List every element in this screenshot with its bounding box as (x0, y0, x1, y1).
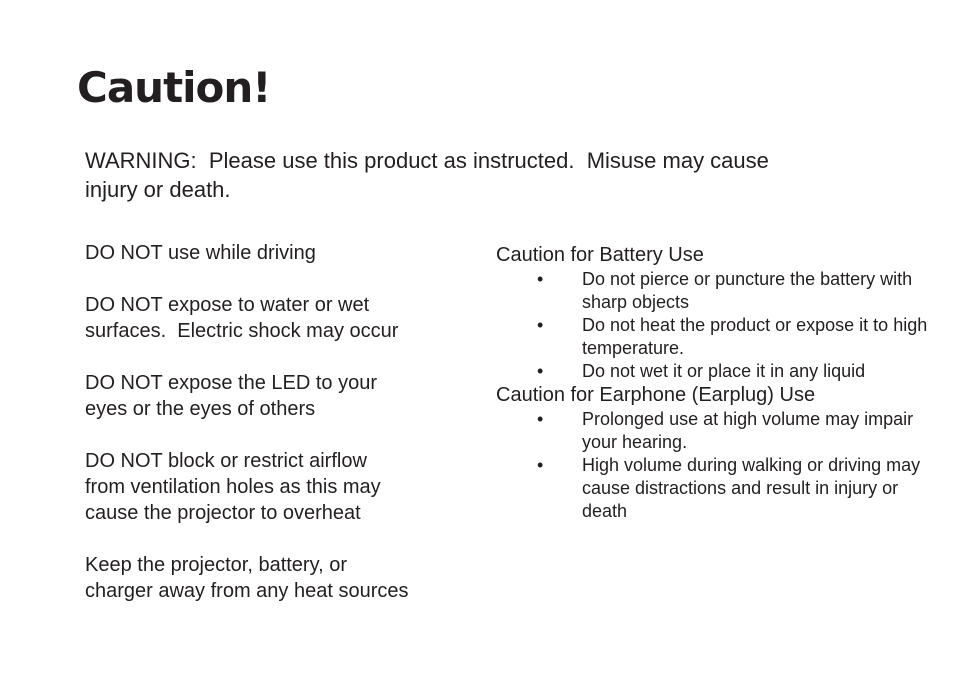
list-item: DO NOT expose the LED to your eyes or the eyes of others (85, 372, 377, 420)
do-not-list (85, 240, 455, 630)
bullet-icon: • (537, 315, 544, 335)
list-item (496, 268, 936, 314)
list-item (496, 408, 936, 454)
list-item (496, 314, 936, 360)
list-item: DO NOT use while driving (85, 242, 316, 264)
section-title: Caution for Earphone (Earplug) Use (496, 384, 816, 406)
list-item: DO NOT expose to water or wet surfaces. Electric shock may occur (85, 294, 399, 342)
page-title: Caution! (77, 63, 271, 112)
earphone-section (496, 383, 936, 523)
bullet-icon: • (537, 455, 544, 475)
list-item (496, 360, 936, 383)
list-item: Keep the projector, battery, or charger away from any heat sources (85, 554, 409, 602)
battery-section (496, 243, 936, 383)
list-item (496, 454, 936, 523)
bullet-text: Prolonged use at high volume may impair your hearing. (582, 409, 914, 452)
bullet-icon: • (537, 409, 544, 429)
list-item: DO NOT block or restrict airflow from ventilation holes as this may cause the projector to overheat (85, 450, 381, 524)
bullet-text: Do not wet it or place it in any liquid (582, 361, 866, 381)
bullet-icon: • (537, 269, 544, 289)
bullet-icon: • (537, 361, 544, 381)
battery-bullet-list (496, 268, 936, 383)
bullet-text: Do not heat the product or expose it to high temperature. (582, 315, 928, 358)
bullet-text: High volume during walking or driving may cause distractions and result in injury or death (582, 455, 921, 521)
bullet-text: Do not pierce or puncture the battery with sharp objects (582, 269, 913, 312)
section-title: Caution for Battery Use (496, 244, 704, 266)
caution-sections (496, 243, 936, 523)
earphone-bullet-list (496, 408, 936, 523)
warning-text: WARNING: Please use this product as instructed. Misuse may cause injury or death. (85, 148, 769, 202)
